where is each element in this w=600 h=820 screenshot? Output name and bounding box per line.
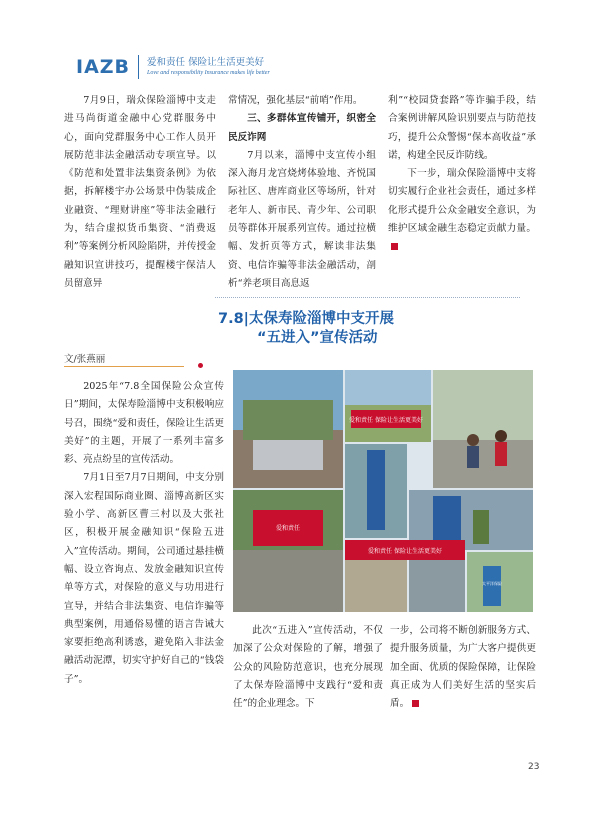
photo-collage [233, 370, 533, 612]
page-number: 23 [528, 762, 540, 772]
paragraph [390, 622, 536, 713]
title-divider [215, 297, 520, 298]
article-bottom-mid [233, 622, 383, 713]
header-slogan [147, 57, 270, 78]
title-line-1: 7.8|太保寿险淄博中支开展 [218, 311, 394, 327]
paragraph: 2025年“7.8全国保险公众宣传日”期间，太保寿险淄博中支积极响应号召，围绕“爱和责任，保险让生活更美好”的主题，开展了一系列丰富多彩、亮点纷呈的宣传活动。 [64, 381, 224, 466]
banner-text: 爱和责任 [275, 525, 301, 532]
top-article-col2 [228, 92, 376, 293]
paragraph: 7月9日，瑞众保险淄博中支走进马尚街道金融中心党群服务中心，面向党群服务中心工作人员开展防范非法金融活动专项宣导。以《防范和处置非法集资条例》为依据，拆解楼宇办公场景中伪装成企业融资、“理财讲座”等非法金融行为，结合虚拟货币集资、“消费返利”等案例分析风险陷阱，并传授金融知识宣讲技巧，提醒楼宇保洁人员留意异 [64, 95, 216, 289]
paragraph: 此次“五进入”宣传活动，不仅加深了公众对保险的了解，增强了公众的风险防范意识，也充分展现了太保寿险淄博中支践行“爱和责任”的企业理念。下 [233, 625, 383, 710]
top-article-col3 [388, 92, 536, 257]
paragraph [388, 165, 536, 256]
end-mark-icon [391, 243, 398, 250]
banner-text: 爱和责任 保险让生活更美好 [349, 417, 423, 424]
banner-text: 爱和责任 保险让生活更美好 [368, 548, 442, 555]
end-mark-icon [412, 700, 419, 707]
bullet-dot-icon [198, 363, 203, 368]
banner-text: 太平洋保险 [482, 581, 502, 586]
paragraph: 7月以来，淄博中支宣传小组深入海月龙宫烧烤体验地、齐悦国际社区、唐库商业区等场所，针对老年人、新市民、青少年、公司职员等群体开展系列宣传。通过拉横幅、发折页等方式，解读非法集资、电信诈骗等非法金融活动，剖析“养老项目高息返 [228, 149, 376, 289]
title-line-2: “五进入”宣传活动 [257, 330, 378, 346]
paragraph-text: 一步，公司将不断创新服务方式、提升服务质量，为广大客户提供更加全面、优质的保险保障，让保险真正成为人们美好生活的坚实后盾。 [390, 625, 536, 710]
magazine-logo: IAZB [76, 56, 131, 78]
section-heading: 三、多群体宣传铺开，织密全民反诈网 [228, 113, 376, 143]
author-byline: 文/张燕丽 [64, 354, 106, 365]
article-left-col [64, 378, 224, 689]
author-underline [64, 366, 184, 367]
paragraph: 常情况，强化基层“前哨”作用。 [228, 95, 363, 106]
paragraph-text: 下一步，瑞众保险淄博中支将切实履行企业社会责任，通过多样化形式提升公众金融安全意识，为维护区域金融生态稳定贡献力量。 [388, 168, 536, 235]
paragraph: 利”“校园贷套路”等诈骗手段，结合案例讲解风险识别要点与防范技巧，提升公众警惕“保本高收益”承诺，构建全民反诈防线。 [388, 95, 536, 161]
top-article-col1 [64, 92, 216, 293]
article-title [218, 310, 394, 348]
slogan-english: Love and responsibility Insurance makes life better [147, 69, 270, 76]
article-bottom-right [390, 622, 536, 713]
magazine-header [76, 52, 270, 82]
slogan-chinese: 爱和责任 保险让生活更美好 [147, 56, 265, 68]
paragraph: 7月1日至7月7日期间，中支分别深入宏程国际商业圈、淄博高新区实验小学、高新区曹三村以及大张社区，积极开展金融知识“保险五进入”宣传活动。期间，公司通过悬挂横幅、设立咨询点、发放金融知识宣传单等方式，对保险的意义与功用进行宣导，并结合非法集资、电信诈骗等典型案例，用通俗易懂的语言告诫大家要拒绝高利诱惑，避免陷入非法金融活动泥潭，切实守护好自己的“钱袋子”。 [64, 472, 224, 685]
header-divider [138, 55, 139, 79]
photo-collage-image [233, 370, 533, 612]
